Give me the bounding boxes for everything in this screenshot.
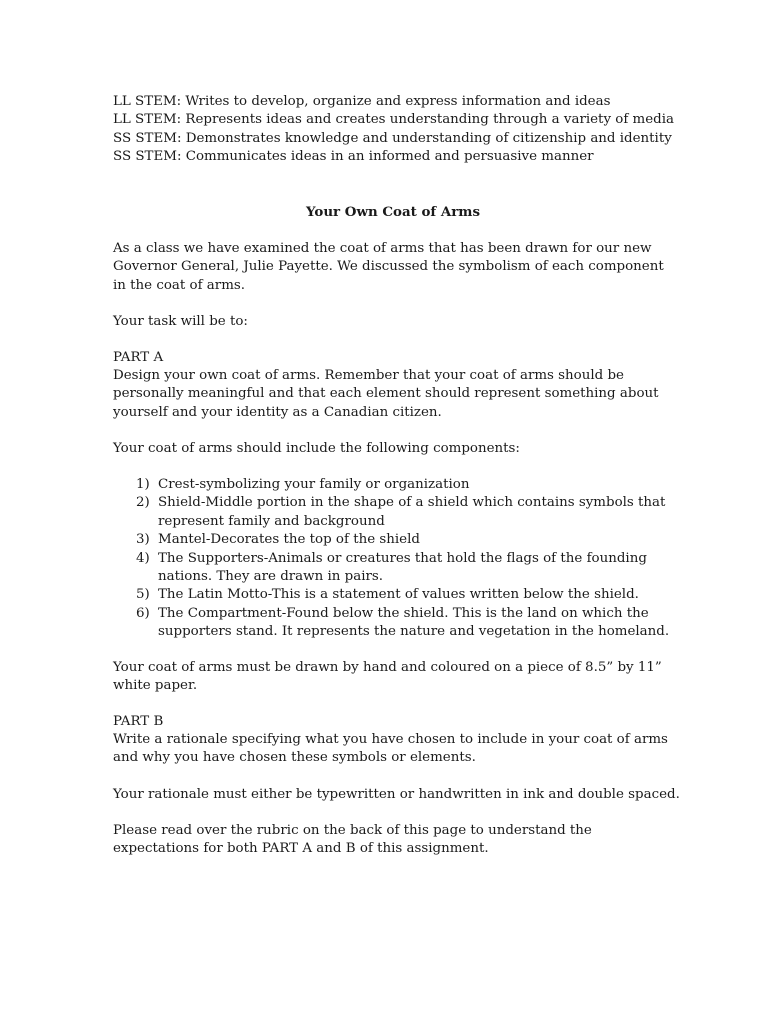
list-item-text: The Supporters-Animals or creatures that hold the flags of the founding nations. They are drawn in pairs.: [158, 550, 647, 585]
list-item-text: The Latin Motto-This is a statement of values written below the shield.: [158, 587, 639, 603]
part-b-text: Write a rationale specifying what you have chosen to include in your coat of arms and why you have chosen these symbols or elements.: [113, 732, 668, 766]
list-item: [113, 605, 673, 642]
list-item-number: 4): [136, 550, 150, 566]
list-item-text: Shield-Middle portion in the shape of a shield which contains symbols that represent family and background: [158, 495, 666, 529]
outcome-line: LL STEM: Represents ideas and creates understanding through a variety of media: [113, 112, 674, 128]
part-b-heading: PART B: [113, 714, 164, 729]
part-a-heading: PART A: [113, 350, 164, 365]
part-a-text: Design your own coat of arms. Remember that your coat of arms should be personally meaningful and that each element should represent something about yourself and your identity as a Canadian citizen.: [113, 368, 659, 420]
list-item-text: Crest-symbolizing your family or organization: [158, 477, 470, 492]
list-item-text: The Compartment-Found below the shield. This is the land on which the supporters stand. It represents the nature and vegetation in the homeland.: [158, 605, 670, 640]
list-item-number: 1): [136, 477, 150, 492]
list-item: [113, 476, 673, 494]
list-item-number: 3): [136, 532, 150, 548]
list-item-text: Mantel-Decorates the top of the shield: [158, 532, 420, 548]
document-body: [113, 93, 680, 857]
outcome-line: SS STEM: Communicates ideas in an informed and persuasive manner: [113, 149, 594, 165]
list-item-number: 6): [136, 605, 150, 621]
components-intro: Your coat of arms should include the following components:: [113, 441, 520, 456]
list-item-number: 2): [136, 495, 150, 511]
rationale-requirements: Your rationale must either be typewritten or handwritten in ink and double spaced.: [113, 787, 680, 802]
list-item: [113, 550, 673, 587]
intro-paragraph: As a class we have examined the coat of arms that has been drawn for our new Governor General, Julie Payette. We discussed the symbolism of each component in the coat of arms.: [113, 241, 664, 293]
outcome-line: SS STEM: Demonstrates knowledge and understanding of citizenship and identity: [113, 130, 672, 146]
list-item-number: 5): [136, 587, 150, 603]
outcome-line: LL STEM: Writes to develop, organize and express information and ideas: [113, 94, 611, 109]
curriculum-outcomes: [113, 93, 673, 167]
document-title: Your Own Coat of Arms: [306, 204, 480, 220]
task-intro: Your task will be to:: [113, 314, 248, 329]
rubric-note: Please read over the rubric on the back of this page to understand the expectations for both PART A and B of this assignment.: [113, 823, 592, 857]
components-list: [113, 476, 673, 642]
list-item: [113, 531, 673, 549]
drawing-requirements: Your coat of arms must be drawn by hand and coloured on a piece of 8.5” by 11” white paper.: [113, 660, 662, 694]
list-item: [113, 586, 673, 604]
list-item: [113, 494, 673, 531]
